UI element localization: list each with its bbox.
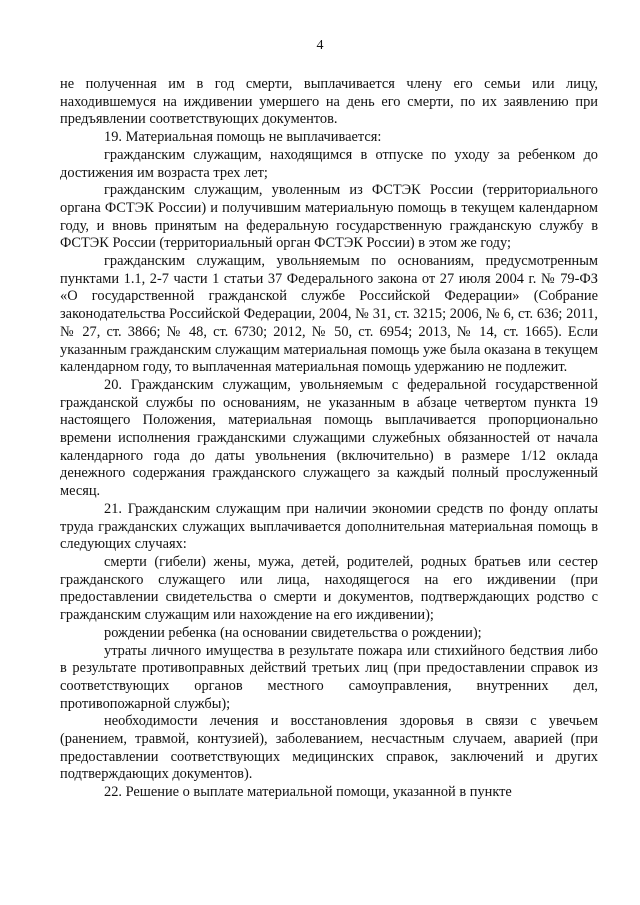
clause-21-item-2: рождении ребенка (на основании свидетельства о рождении); <box>104 624 482 641</box>
paragraph-continuation: не полученная им в год смерти, выплачивается члену его семьи или лицу, находившемуся на иждивении умершего на день его смерти, по их заявлению при предъявлении соответствующих документов. <box>60 76 598 128</box>
clause-21-item-4: необходимости лечения и восстановления здоровья в связи с увечьем (ранением, травмой, контузией), заболеванием, несчастным случаем, аварией (при предоставлении соответствующих медицинских справок, заключений и других подтверждающих документов). <box>60 713 598 783</box>
clause-21-item-3: утраты личного имущества в результате пожара или стихийного бедствия либо в результате противоправных действий третьих лиц (при предоставлении справок из соответствующих органов местного самоуправления, внутренних дел, противопожарной службы); <box>60 642 598 712</box>
clause-22-start: 22. Решение о выплате материальной помощи, указанной в пункте <box>104 784 512 801</box>
clause-19-item-3: гражданским служащим, увольняемым по основаниям, предусмотренным пунктами 1.1, 2-7 части 1 статьи 37 Федерального закона от 27 июля 2004 г. № 79-ФЗ «О государственной гражданской службе Российской Федерации» (Собрание законодательства Российской Федерации, 2004, № 31, ст. 3215; 2006, № 6, ст. 636; 2011, № 27, ст. 3866; № 48, ст. 6730; 2012, № 50, ст. 6954; 2013, № 14, ст. 1665). Если указанным гражданским служащим материальная помощь уже была оказана в текущем календарном году, то выплаченная материальная помощь удержанию не подлежит. <box>60 253 598 376</box>
clause-21-heading: 21. Гражданским служащим при наличии экономии средств по фонду оплаты труда гражданских служащих выплачивается дополнительная материальная помощь в следующих случаях: <box>60 500 598 553</box>
page-number: 4 <box>316 38 324 53</box>
clause-21-item-1: смерти (гибели) жены, мужа, детей, родителей, родных братьев или сестер гражданского служащего или лица, находящегося на его иждивении (при предоставлении свидетельства о смерти и документов, подтверждающих родство с гражданским служащим или нахождение на его иждивении); <box>60 553 598 624</box>
clause-19-item-2: гражданским служащим, уволенным из ФСТЭК России (территориального органа ФСТЭК России) и получившим материальную помощь в текущем календарном году, и вновь принятым на федеральную государственную гражданскую службу в ФСТЭК России (территориальный орган ФСТЭК России) в этом же году; <box>60 182 598 252</box>
clause-19-item-1: гражданским служащим, находящимся в отпуске по уходу за ребенком до достижения им возраста трех лет; <box>60 146 598 181</box>
clause-19-heading: 19. Материальная помощь не выплачивается: <box>104 129 382 146</box>
clause-20: 20. Гражданским служащим, увольняемым с федеральной государственной гражданской службы по основаниям, не указанным в абзаце четвертом пункта 19 настоящего Положения, материальная помощь выплачивается пропорционально времени исполнения гражданскими служащими служебных обязанностей от начала календарного года до даты увольнения (включительно) в размере 1/12 оклада денежного содержания гражданского служащего за каждый полный прослуженный месяц. <box>60 376 598 500</box>
document-body <box>60 76 598 802</box>
